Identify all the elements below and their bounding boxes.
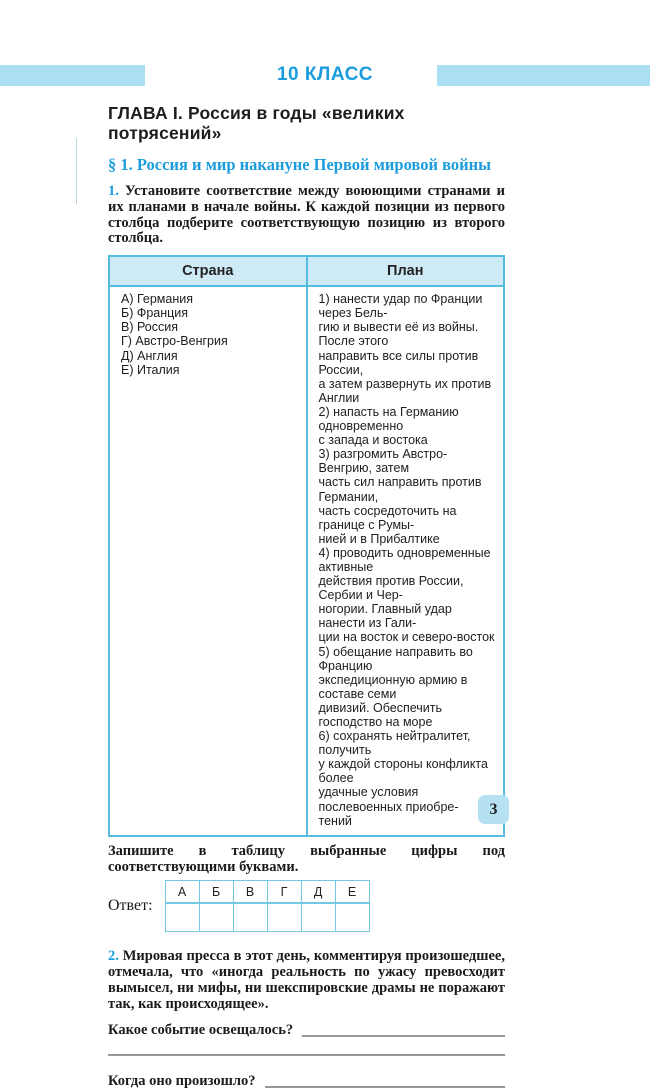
- answer-block: [108, 880, 505, 932]
- match-table-header-plan: План: [307, 256, 505, 286]
- country-item: В) Россия: [121, 320, 178, 335]
- answer-letter-cell: Д: [301, 881, 335, 904]
- match-table-header-country: Страна: [109, 256, 307, 286]
- answer-letters-row: [165, 881, 369, 904]
- answer-letter-cell: Г: [267, 881, 301, 904]
- question-when-label: Когда оно произошло?: [108, 1072, 256, 1089]
- plan-item: 2) напасть на Германию одновременно с запада и востока: [318, 404, 459, 448]
- answer-input-cell[interactable]: [267, 903, 301, 932]
- answer-table: [165, 880, 370, 932]
- answer-input-row: [165, 903, 369, 932]
- answer-letter-cell: В: [233, 881, 267, 904]
- match-table: [108, 255, 505, 837]
- task2-number: 2.: [108, 948, 119, 965]
- plan-list-cell: [307, 286, 505, 836]
- country-list-cell: [109, 286, 307, 836]
- plan-item: 4) проводить одновременные активные действия против России, Сербии и Чер- ногории. Главный удар нанести из Гали- ции на восток и северо-восток: [318, 545, 495, 645]
- answer-line-event[interactable]: [302, 1035, 505, 1037]
- answer-label: Ответ:: [108, 897, 153, 915]
- answer-letter-cell: Б: [199, 881, 233, 904]
- plan-item: 1) нанести удар по Франции через Бель- гию и вывести её из войны. После этого направить все силы против России, а затем развернуть их против Англии: [318, 292, 492, 405]
- plan-item: 5) обещание направить во Францию экспедиционную армию в составе семи дивизий. Обеспечить господство на море: [318, 644, 473, 729]
- answer-letter-cell: Е: [335, 881, 369, 904]
- question-event-row: [108, 1022, 505, 1039]
- country-item: Е) Италия: [121, 362, 180, 377]
- chapter-title: ГЛАВА I. Россия в годы «великих потрясений»: [108, 103, 405, 143]
- page-number-badge: 3: [478, 795, 509, 824]
- answer-input-cell[interactable]: [199, 903, 233, 932]
- page-content: [108, 103, 505, 1090]
- country-item: Д) Англия: [121, 348, 178, 363]
- plan-item: 3) разгромить Австро-Венгрию, затем часть сил направить против Германии, часть сосредоточить на границе с Румы- нией и в Прибалтике: [318, 447, 482, 546]
- task1-text: Установите соответствие между воюющими странами и их планами в начале войны. К каждой позиции из первого столбца подберите соответствующую позицию из второго столбца.: [108, 183, 505, 247]
- match-table-body-row: [109, 286, 504, 836]
- question-when-row: [108, 1073, 505, 1090]
- answer-line-when[interactable]: [265, 1086, 506, 1088]
- plan-item: 6) сохранять нейтралитет, получить у каждой стороны конфликта более удачные условия послевоенных приобре- тений: [318, 729, 488, 828]
- answer-letter-cell: А: [165, 881, 199, 904]
- answer-input-cell[interactable]: [335, 903, 369, 932]
- answer-input-cell[interactable]: [233, 903, 267, 932]
- country-item: А) Германия: [121, 292, 194, 307]
- section-title: § 1. Россия и мир накануне Первой мировой войны: [108, 155, 492, 174]
- task1-instruction: Запишите в таблицу выбранные цифры под соответствующими буквами.: [108, 842, 505, 875]
- task2-text: Мировая пресса в этот день, комментируя произошедшее, отмечала, что «иногда реальность по ужасу превосходит вымысел, ни мифы, ни шекспировские драмы не поражают так, как происходящее».: [108, 948, 505, 1012]
- task2-paragraph: [108, 949, 505, 1012]
- answer-input-cell[interactable]: [301, 903, 335, 932]
- margin-rule: [76, 138, 77, 204]
- task1-paragraph: [108, 184, 505, 247]
- grade-banner: 10 КЛАСС: [276, 64, 374, 85]
- match-table-header-row: [109, 256, 504, 286]
- country-item: Г) Австро-Венгрия: [121, 334, 228, 349]
- task1-number: 1.: [108, 183, 119, 199]
- question-event-label: Какое событие освещалось?: [108, 1021, 294, 1038]
- answer-line-event-continuation[interactable]: [108, 1054, 505, 1056]
- answer-input-cell[interactable]: [165, 903, 199, 932]
- country-item: Б) Франция: [121, 306, 189, 321]
